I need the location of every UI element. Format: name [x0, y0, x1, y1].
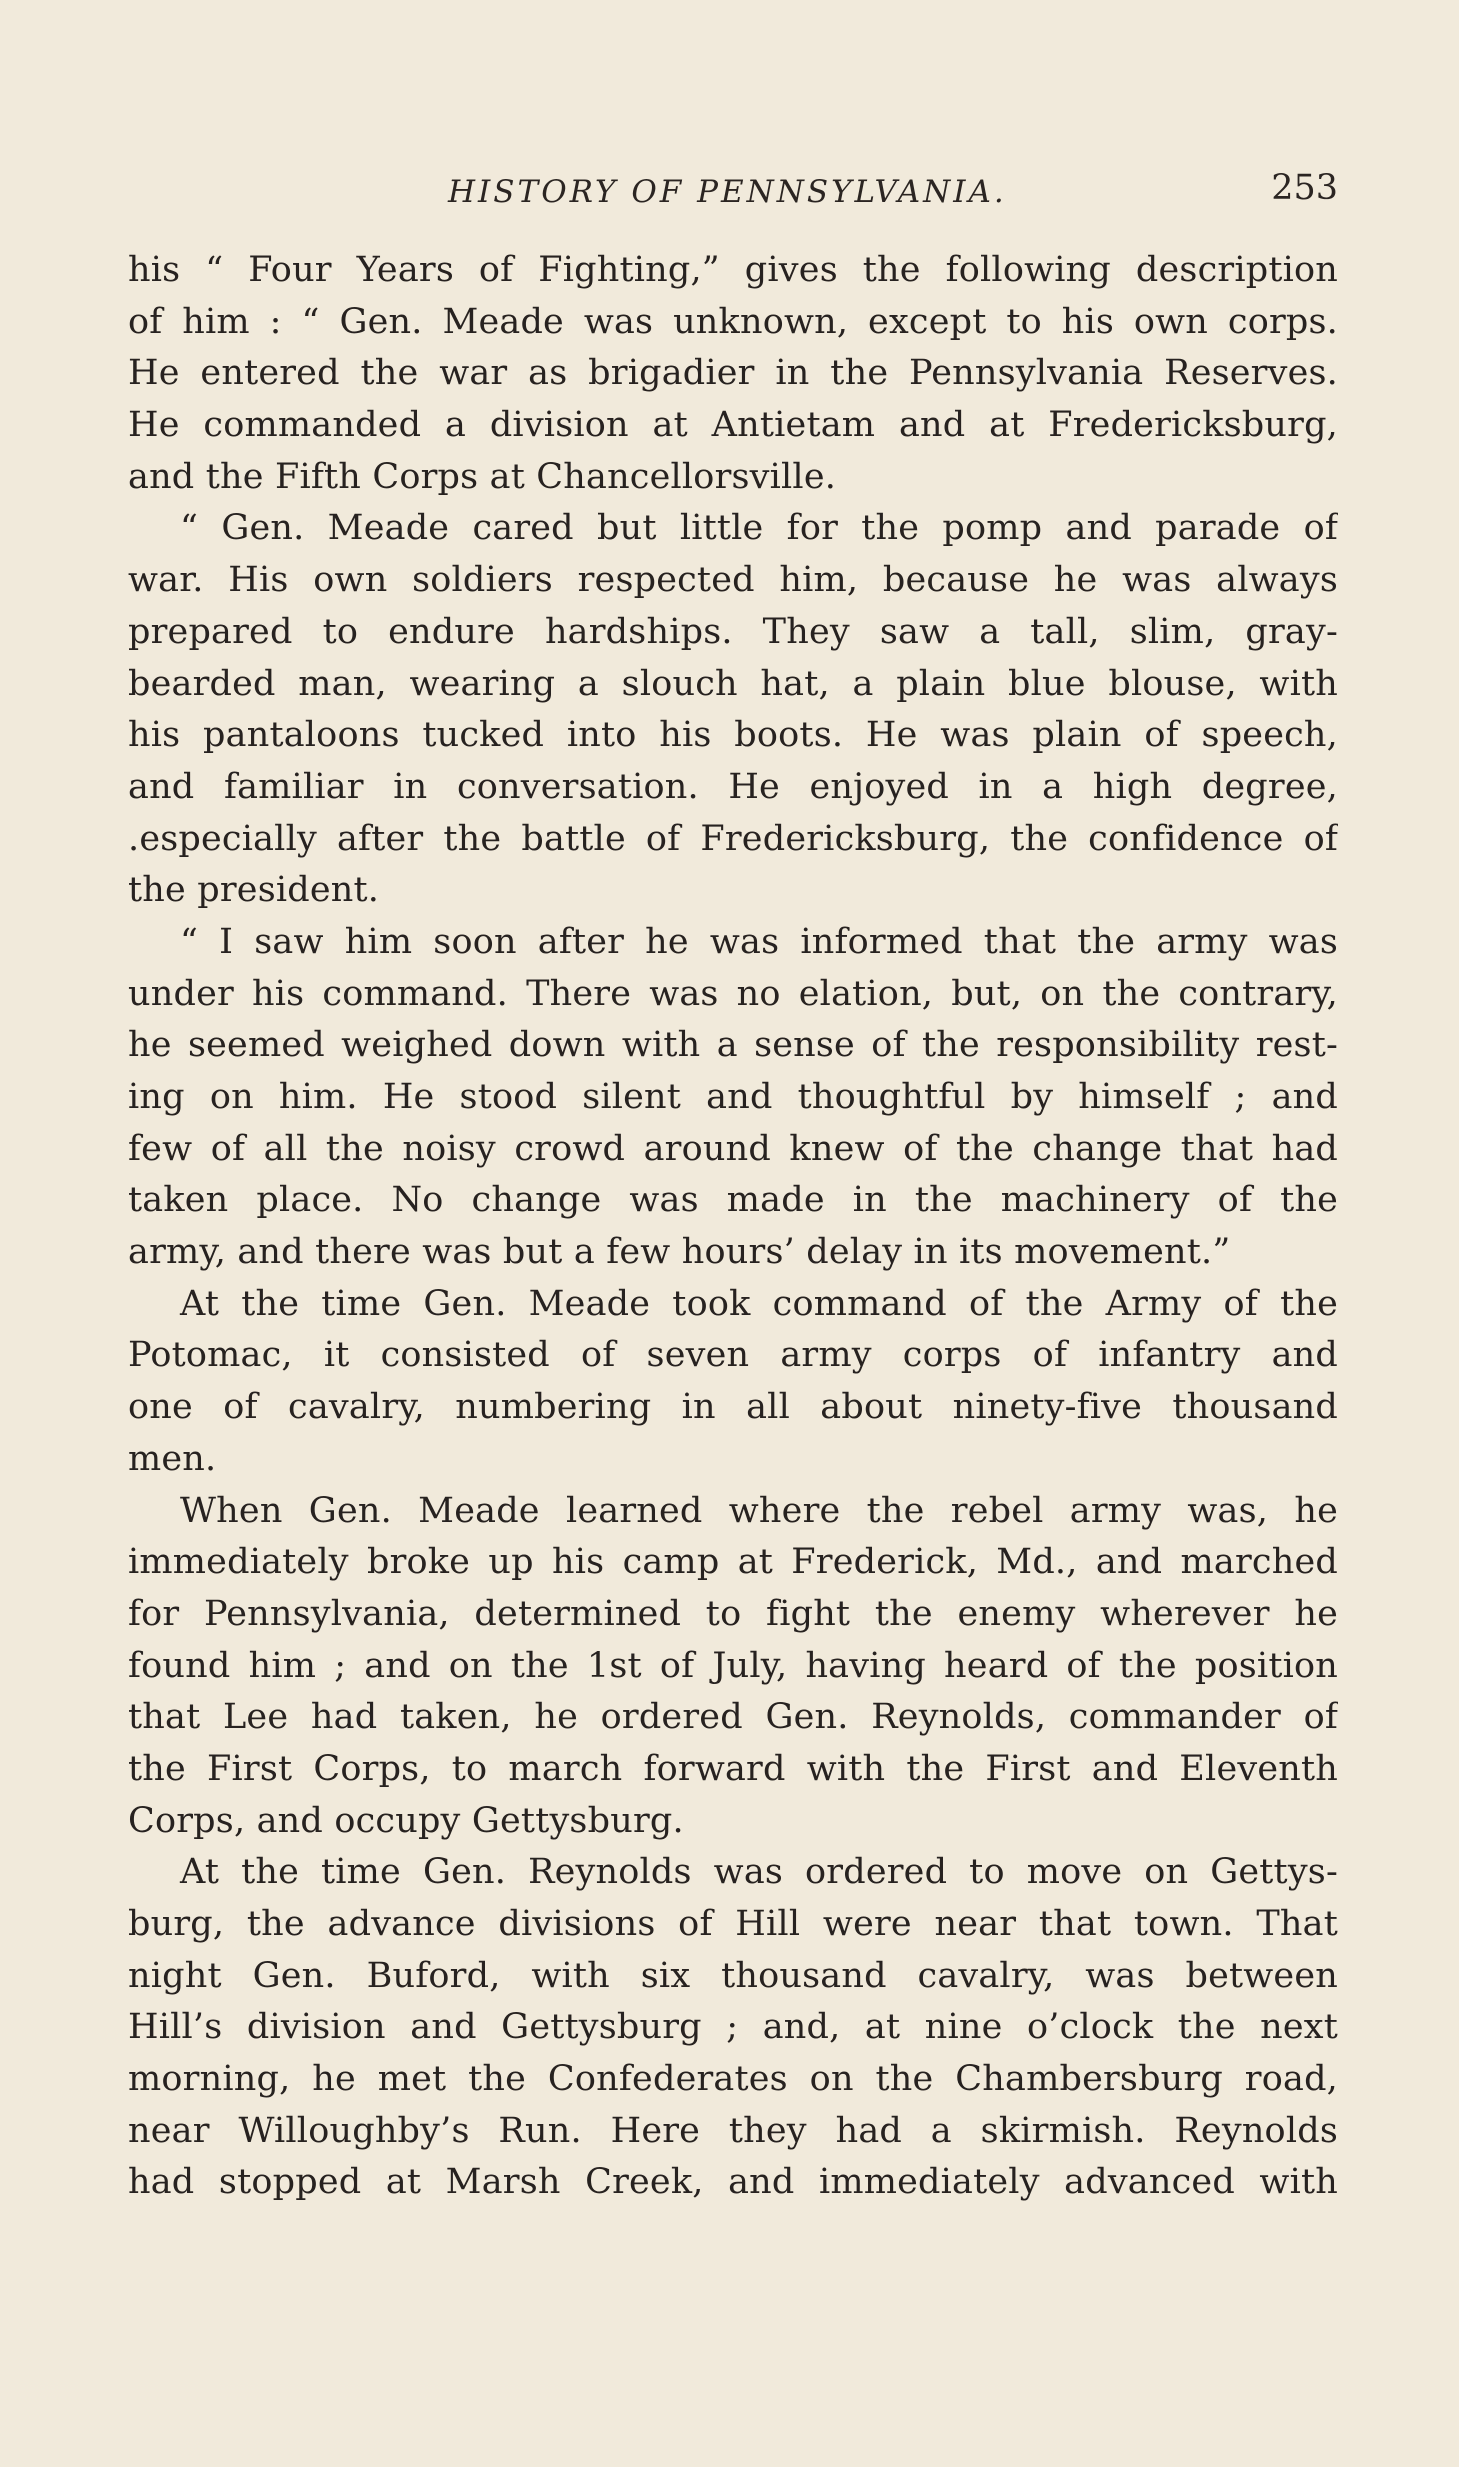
- text-line: one of cavalry, numbering in all about ninety-five thousand: [128, 1387, 1338, 1428]
- text-line: and familiar in conversation. He enjoyed in a high degree,: [128, 766, 1338, 807]
- text-line: taken place. No change was made in the machinery of the: [128, 1180, 1338, 1221]
- text-line: he seemed weighed down with a sense of the responsibility rest-: [128, 1025, 1338, 1066]
- text-line: bearded man, wearing a slouch hat, a plain blue blouse, with: [128, 663, 1338, 704]
- text-line: near Willoughby’s Run. Here they had a skirmish. Reynolds: [128, 2110, 1338, 2151]
- text-line: “ I saw him soon after he was informed that the army was: [180, 921, 1338, 962]
- text-line: At the time Gen. Reynolds was ordered to move on Gettys-: [180, 1852, 1338, 1893]
- text-line: and the Fifth Corps at Chancellorsville.: [128, 456, 837, 497]
- text-line: under his command. There was no elation, but, on the contrary,: [128, 973, 1338, 1014]
- text-line: war. His own soldiers respected him, because he was always: [128, 560, 1338, 601]
- running-title: HISTORY OF PENNSYLVANIA.: [448, 174, 1007, 210]
- text-line: burg, the advance divisions of Hill were near that town. That: [128, 1904, 1338, 1944]
- text-line: of him : “ Gen. Meade was unknown, except to his own corps.: [128, 301, 1338, 342]
- text-line: morning, he met the Confederates on the Chambersburg road,: [128, 2059, 1338, 2100]
- text-line: found him ; and on the 1st of July, having heard of the position: [128, 1645, 1338, 1686]
- text-line: At the time Gen. Meade took command of the Army of the: [180, 1283, 1338, 1324]
- text-line: that Lee had taken, he ordered Gen. Reynolds, commander of: [128, 1697, 1338, 1738]
- text-line: men.: [128, 1438, 217, 1479]
- text-line: Hill’s division and Gettysburg ; and, at nine o’clock the next: [128, 2007, 1338, 2048]
- text-line: .especially after the battle of Fredericksburg, the confidence of: [128, 818, 1338, 859]
- text-line: When Gen. Meade learned where the rebel army was, he: [180, 1490, 1338, 1531]
- text-line: night Gen. Buford, with six thousand cavalry, was between: [128, 1955, 1338, 1996]
- text-line: prepared to endure hardships. They saw a tall, slim, gray-: [128, 611, 1338, 652]
- text-line: had stopped at Marsh Creek, and immediately advanced with: [128, 2162, 1338, 2203]
- text-line: He entered the war as brigadier in the Pennsylvania Reserves.: [128, 353, 1338, 394]
- text-line: the First Corps, to march forward with the First and Eleventh: [128, 1748, 1338, 1789]
- body-text: [128, 245, 1338, 2209]
- text-line: immediately broke up his camp at Frederick, Md., and marched: [128, 1542, 1338, 1583]
- text-line: “ Gen. Meade cared but little for the pomp and parade of: [180, 508, 1338, 549]
- text-line: his “ Four Years of Fighting,” gives the following description: [128, 250, 1338, 290]
- text-line: few of all the noisy crowd around knew of the change that had: [128, 1128, 1338, 1169]
- page-number: 253: [1271, 168, 1338, 208]
- text-line: for Pennsylvania, determined to fight the enemy wherever he: [128, 1593, 1338, 1634]
- text-line: his pantaloons tucked into his boots. He was plain of speech,: [128, 715, 1338, 756]
- text-line: army, and there was but a few hours’ delay in its movement.”: [128, 1232, 1231, 1273]
- text-line: the president.: [128, 870, 380, 911]
- text-line: ing on him. He stood silent and thoughtful by himself ; and: [128, 1077, 1338, 1117]
- running-head: [128, 168, 1338, 216]
- text-line: Potomac, it consisted of seven army corps of infantry and: [128, 1335, 1338, 1376]
- text-line: Corps, and occupy Gettysburg.: [128, 1800, 684, 1841]
- text-line: He commanded a division at Antietam and at Fredericksburg,: [128, 405, 1338, 446]
